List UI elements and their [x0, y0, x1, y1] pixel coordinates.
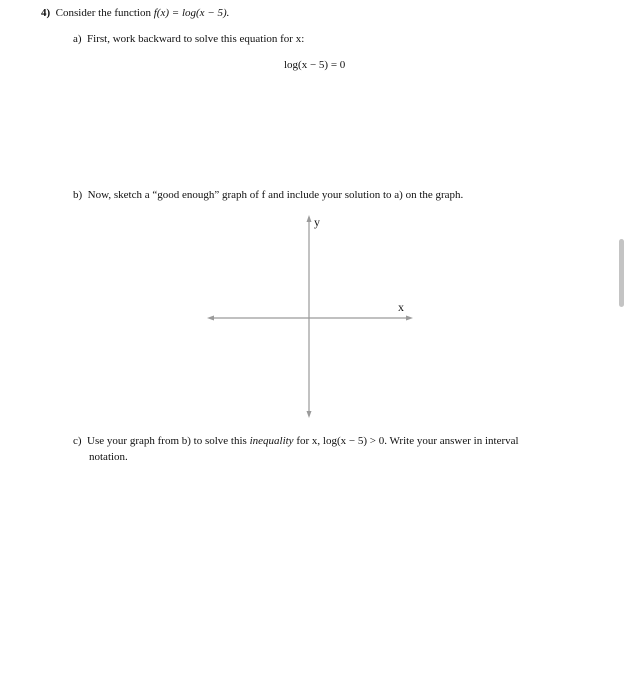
part-a-prompt: [73, 33, 304, 45]
coordinate-axes: [200, 210, 420, 425]
question-function: f(x) = log(x − 5).: [153, 7, 230, 19]
part-a-label: a): [73, 33, 82, 45]
y-axis-top-arrow: [307, 215, 312, 222]
part-b-text: Now, sketch a “good enough” graph of f and include your solution to a) on the graph.: [87, 189, 464, 201]
x-axis-left-arrow: [207, 316, 214, 321]
part-c-text-after: for x, log(x − 5) > 0. Write your answer in interval: [293, 435, 519, 447]
question-text: Consider the function: [55, 7, 154, 19]
part-c-label: c): [73, 435, 82, 447]
vertical-scrollbar[interactable]: [619, 239, 624, 307]
part-a-text: First, work backward to solve this equation for x:: [87, 33, 305, 45]
part-a-equation: log(x − 5) = 0: [284, 59, 346, 71]
part-b-prompt: [73, 189, 463, 201]
part-c-text-before: Use your graph from b) to solve this: [87, 435, 250, 447]
part-c-emphasis: inequality: [249, 435, 294, 447]
x-axis-right-arrow: [406, 316, 413, 321]
y-axis-label: y: [314, 215, 320, 229]
question-header: [41, 7, 229, 19]
x-axis-label: x: [398, 300, 404, 314]
question-number: 4): [41, 7, 51, 19]
part-c-line2: notation.: [89, 451, 128, 463]
y-axis-bottom-arrow: [307, 411, 312, 418]
part-b-label: b): [73, 189, 83, 201]
part-c-prompt: [73, 433, 573, 465]
